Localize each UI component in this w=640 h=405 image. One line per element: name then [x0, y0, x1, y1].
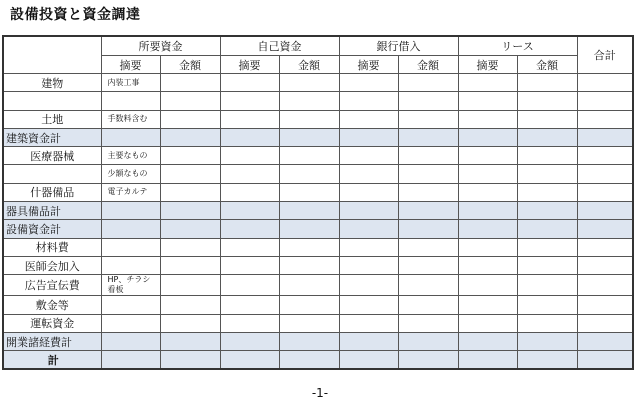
row-label — [3, 165, 101, 183]
header-sub-summary: 摘要 — [220, 56, 279, 74]
summary-cell[interactable] — [339, 314, 398, 332]
summary-cell[interactable] — [220, 92, 279, 110]
summary-cell[interactable]: 少額なもの — [101, 165, 160, 183]
row-label: 医師会加入 — [3, 256, 101, 274]
amount-cell[interactable] — [517, 202, 577, 220]
summary-cell[interactable] — [101, 351, 160, 370]
summary-cell[interactable] — [101, 332, 160, 350]
summary-cell[interactable] — [339, 74, 398, 92]
summary-cell[interactable] — [339, 332, 398, 350]
table-row — [3, 256, 633, 274]
table-row — [3, 74, 633, 92]
summary-cell[interactable] — [220, 165, 279, 183]
amount-cell[interactable] — [517, 165, 577, 183]
amount-cell[interactable] — [517, 275, 577, 296]
summary-cell[interactable] — [220, 183, 279, 201]
page-number: -1- — [311, 386, 329, 400]
row-label: 材料費 — [3, 238, 101, 256]
summary-cell[interactable] — [458, 183, 517, 201]
amount-cell[interactable] — [398, 110, 458, 128]
table-row — [3, 220, 633, 238]
amount-cell[interactable] — [160, 110, 220, 128]
summary-cell[interactable] — [101, 296, 160, 314]
amount-cell[interactable] — [517, 147, 577, 165]
amount-cell[interactable] — [517, 238, 577, 256]
summary-cell[interactable] — [101, 314, 160, 332]
table-row — [3, 128, 633, 146]
summary-cell[interactable] — [339, 220, 398, 238]
amount-cell[interactable] — [160, 128, 220, 146]
amount-cell[interactable] — [517, 92, 577, 110]
amount-cell[interactable] — [160, 296, 220, 314]
total-cell[interactable] — [577, 74, 633, 92]
table-row — [3, 332, 633, 350]
amount-cell[interactable] — [517, 351, 577, 370]
total-cell[interactable] — [577, 183, 633, 201]
summary-cell[interactable] — [458, 238, 517, 256]
summary-cell[interactable] — [101, 128, 160, 146]
total-cell[interactable] — [577, 332, 633, 350]
summary-cell[interactable] — [220, 110, 279, 128]
summary-cell[interactable] — [458, 147, 517, 165]
total-cell[interactable] — [577, 110, 633, 128]
table-row — [3, 296, 633, 314]
amount-cell[interactable] — [398, 256, 458, 274]
amount-cell[interactable] — [517, 74, 577, 92]
summary-cell[interactable] — [339, 110, 398, 128]
amount-cell[interactable] — [279, 351, 339, 370]
total-cell[interactable] — [577, 92, 633, 110]
summary-cell[interactable] — [458, 128, 517, 146]
summary-cell[interactable] — [339, 256, 398, 274]
header-sub-amount: 金額 — [398, 56, 458, 74]
amount-cell[interactable] — [398, 332, 458, 350]
summary-cell[interactable] — [339, 92, 398, 110]
amount-cell[interactable] — [398, 147, 458, 165]
row-label: 医療器械 — [3, 147, 101, 165]
header-sub-summary: 摘要 — [458, 56, 517, 74]
table-row — [3, 110, 633, 128]
row-label — [3, 92, 101, 110]
summary-cell[interactable] — [458, 110, 517, 128]
table-row — [3, 92, 633, 110]
summary-cell[interactable]: 主要なもの — [101, 147, 160, 165]
table-row — [3, 314, 633, 332]
summary-cell[interactable] — [458, 92, 517, 110]
summary-cell[interactable] — [458, 351, 517, 370]
total-cell[interactable] — [577, 220, 633, 238]
summary-cell[interactable] — [458, 220, 517, 238]
amount-cell[interactable] — [398, 296, 458, 314]
amount-cell[interactable] — [279, 314, 339, 332]
total-cell[interactable] — [577, 238, 633, 256]
summary-cell[interactable] — [339, 296, 398, 314]
amount-cell[interactable] — [279, 275, 339, 296]
row-label: 建築資金計 — [3, 128, 101, 146]
amount-cell[interactable] — [160, 256, 220, 274]
summary-cell[interactable] — [220, 147, 279, 165]
summary-cell[interactable] — [220, 296, 279, 314]
row-label: 土地 — [3, 110, 101, 128]
amount-cell[interactable] — [517, 332, 577, 350]
total-cell[interactable] — [577, 128, 633, 146]
amount-cell[interactable] — [279, 332, 339, 350]
summary-cell[interactable] — [339, 147, 398, 165]
amount-cell[interactable] — [279, 147, 339, 165]
total-cell[interactable] — [577, 256, 633, 274]
document-title: 設備投資と資金調達 — [10, 7, 141, 23]
header-row-groups — [3, 36, 633, 56]
summary-cell[interactable] — [101, 202, 160, 220]
total-cell[interactable] — [577, 296, 633, 314]
row-label: 運転資金 — [3, 314, 101, 332]
summary-cell[interactable] — [458, 296, 517, 314]
amount-cell[interactable] — [517, 128, 577, 146]
summary-cell[interactable] — [220, 202, 279, 220]
amount-cell[interactable] — [160, 238, 220, 256]
amount-cell[interactable] — [517, 220, 577, 238]
amount-cell[interactable] — [160, 275, 220, 296]
row-label: 計 — [3, 351, 101, 370]
row-label: 敷金等 — [3, 296, 101, 314]
amount-cell[interactable] — [279, 238, 339, 256]
table-row — [3, 238, 633, 256]
summary-cell[interactable] — [339, 128, 398, 146]
summary-cell[interactable] — [458, 202, 517, 220]
total-cell[interactable] — [577, 147, 633, 165]
amount-cell[interactable] — [279, 183, 339, 201]
amount-cell[interactable] — [160, 183, 220, 201]
amount-cell[interactable] — [160, 202, 220, 220]
amount-cell[interactable] — [279, 165, 339, 183]
amount-cell[interactable] — [160, 314, 220, 332]
funding-table — [2, 35, 634, 370]
summary-cell[interactable] — [458, 165, 517, 183]
header-group-lease: リース — [458, 36, 577, 56]
row-label: 広告宣伝費 — [3, 275, 101, 296]
summary-cell[interactable] — [101, 238, 160, 256]
summary-cell[interactable]: 内装工事 — [101, 74, 160, 92]
amount-cell[interactable] — [279, 256, 339, 274]
total-cell[interactable] — [577, 165, 633, 183]
amount-cell[interactable] — [160, 165, 220, 183]
summary-cell[interactable] — [339, 165, 398, 183]
summary-cell[interactable]: 電子カルテ — [101, 183, 160, 201]
table-body — [3, 74, 633, 370]
amount-cell[interactable] — [398, 314, 458, 332]
amount-cell[interactable] — [398, 220, 458, 238]
summary-cell[interactable] — [458, 332, 517, 350]
amount-cell[interactable] — [279, 220, 339, 238]
amount-cell[interactable] — [398, 202, 458, 220]
table-row — [3, 351, 633, 370]
amount-cell[interactable] — [279, 296, 339, 314]
summary-cell[interactable] — [339, 238, 398, 256]
row-label: 建物 — [3, 74, 101, 92]
amount-cell[interactable] — [517, 110, 577, 128]
amount-cell[interactable] — [398, 351, 458, 370]
row-label: 器具備品計 — [3, 202, 101, 220]
summary-cell[interactable] — [339, 351, 398, 370]
summary-cell[interactable] — [339, 183, 398, 201]
amount-cell[interactable] — [398, 238, 458, 256]
total-cell[interactable] — [577, 351, 633, 370]
summary-cell[interactable] — [339, 202, 398, 220]
amount-cell[interactable] — [160, 351, 220, 370]
summary-cell[interactable] — [220, 128, 279, 146]
header-sub-amount: 金額 — [279, 56, 339, 74]
total-cell[interactable] — [577, 275, 633, 296]
header-blank-cell — [3, 36, 101, 74]
amount-cell[interactable] — [398, 92, 458, 110]
header-sub-amount: 金額 — [160, 56, 220, 74]
summary-cell[interactable]: 手数料含む — [101, 110, 160, 128]
summary-cell[interactable] — [220, 256, 279, 274]
amount-cell[interactable] — [279, 74, 339, 92]
summary-cell[interactable] — [220, 238, 279, 256]
header-group-own-funds: 自己資金 — [220, 36, 339, 56]
header-total: 合計 — [577, 36, 633, 74]
summary-cell[interactable] — [458, 256, 517, 274]
amount-cell[interactable] — [398, 165, 458, 183]
summary-cell[interactable] — [220, 314, 279, 332]
amount-cell[interactable] — [160, 147, 220, 165]
summary-cell[interactable] — [220, 332, 279, 350]
header-group-required-funds: 所要資金 — [101, 36, 220, 56]
summary-cell[interactable] — [220, 351, 279, 370]
summary-cell[interactable] — [339, 275, 398, 296]
header-group-bank-loan: 銀行借入 — [339, 36, 458, 56]
header-sub-amount: 金額 — [517, 56, 577, 74]
amount-cell[interactable] — [160, 92, 220, 110]
total-cell[interactable] — [577, 314, 633, 332]
row-label: 開業諸経費計 — [3, 332, 101, 350]
amount-cell[interactable] — [160, 332, 220, 350]
amount-cell[interactable] — [279, 110, 339, 128]
total-cell[interactable] — [577, 202, 633, 220]
amount-cell[interactable] — [279, 92, 339, 110]
amount-cell[interactable] — [398, 275, 458, 296]
summary-cell[interactable] — [458, 74, 517, 92]
table-row — [3, 275, 633, 296]
amount-cell[interactable] — [160, 220, 220, 238]
summary-cell[interactable]: HP、チラシ 看板 — [101, 275, 160, 296]
summary-cell[interactable] — [101, 220, 160, 238]
summary-cell[interactable] — [220, 74, 279, 92]
header-sub-summary: 摘要 — [101, 56, 160, 74]
amount-cell[interactable] — [398, 74, 458, 92]
table-row — [3, 147, 633, 165]
table-row — [3, 202, 633, 220]
table-row — [3, 165, 633, 183]
summary-cell[interactable] — [458, 275, 517, 296]
amount-cell[interactable] — [160, 74, 220, 92]
amount-cell[interactable] — [517, 296, 577, 314]
table-row — [3, 183, 633, 201]
row-label: 什器備品 — [3, 183, 101, 201]
header-sub-summary: 摘要 — [339, 56, 398, 74]
amount-cell[interactable] — [517, 183, 577, 201]
summary-cell[interactable] — [220, 275, 279, 296]
amount-cell[interactable] — [279, 128, 339, 146]
summary-cell[interactable] — [220, 220, 279, 238]
amount-cell[interactable] — [517, 256, 577, 274]
amount-cell[interactable] — [279, 202, 339, 220]
summary-cell[interactable] — [458, 314, 517, 332]
summary-cell[interactable] — [101, 92, 160, 110]
amount-cell[interactable] — [398, 183, 458, 201]
row-label: 設備資金計 — [3, 220, 101, 238]
summary-cell[interactable] — [101, 256, 160, 274]
amount-cell[interactable] — [517, 314, 577, 332]
amount-cell[interactable] — [398, 128, 458, 146]
